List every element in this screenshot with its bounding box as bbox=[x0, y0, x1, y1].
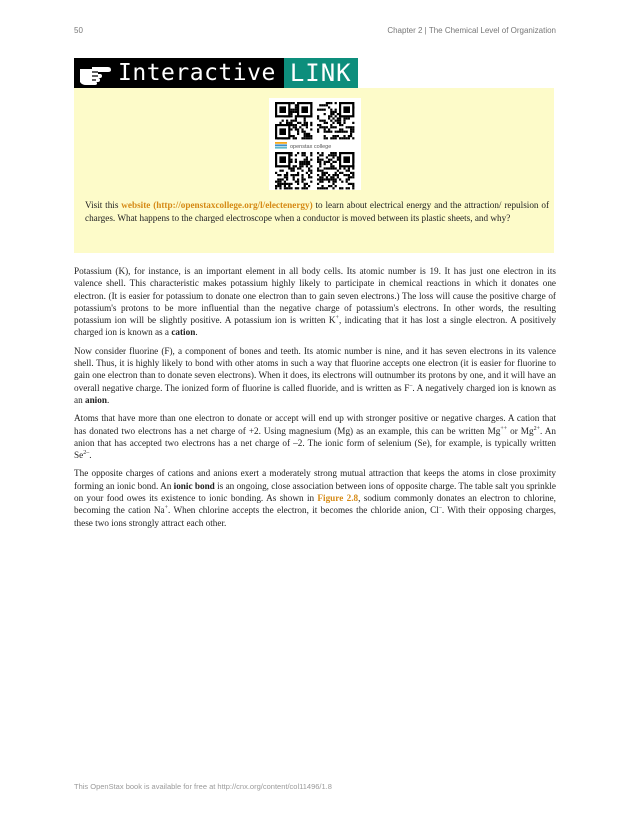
banner-link-section bbox=[284, 58, 358, 88]
website-link[interactable]: website (http://openstaxcollege.org/l/electenergy) bbox=[121, 200, 313, 210]
page-number: 50 bbox=[74, 26, 83, 35]
interactive-link-banner bbox=[74, 58, 358, 88]
banner-word-link: LINK bbox=[289, 59, 352, 87]
footer-availability-note: This OpenStax book is available for free at http://cnx.org/content/col11496/1.8 bbox=[74, 782, 332, 791]
pointing-hand-icon bbox=[78, 60, 112, 86]
term-cation: cation bbox=[171, 327, 196, 338]
interactive-link-box bbox=[74, 88, 554, 253]
paragraph-potassium: Potassium (K), for instance, is an important element in all body cells. Its atomic number is 19. It has just one electron in its valence shell. This characteristic makes potassium highly likely to participate in chemical reactions in which it donates one electron. (It is easier for potassium to donate one electron than to gain seven electrons.) The loss will cause the positive charge of potassium's protons to be more influential than the negative charge of potassium's electrons. In other words, the resulting potassium ion will be slightly positive. A potassium ion is written K+, indicating that it has lost a single electron. A positively charged ion is known as a cation. bbox=[74, 266, 556, 338]
paragraph-multiple-electrons: Atoms that have more than one electron to donate or accept will end up with stronger positive or negative charges. A cation that has donated two electrons has a net charge of +2. Using magnesium (Mg) as an example, this can be written Mg++ or $Mg^{2+}$. An anion that has accepted two electrons has a net charge of –2. The ionic form of selenium (Se), for example, is typically written $Se^{2-}$. bbox=[74, 413, 556, 461]
svg-text:openstax college: openstax college bbox=[290, 144, 332, 150]
chapter-title: Chapter 2 | The Chemical Level of Organization bbox=[387, 26, 556, 35]
paragraph-ionic-bond: The opposite charges of cations and anions exert a moderately strong mutual attraction that keeps the atoms in close proximity forming an ionic bond. An ionic bond is an ongoing, close association between ions of opposite charge. The table salt you sprinkle on your food owes its existence to ionic bonding. As shown in Figure 2.8, sodium commonly donates an electron to chlorine, becoming the cation Na+. When chlorine accepts the electron, it becomes the chloride anion, Cl–. With their opposing charges, these two ions strongly attract each other. bbox=[74, 468, 556, 528]
paragraph-fluorine: Now consider fluorine (F), a component of bones and teeth. Its atomic number is nine, and it has seven electrons in its valence shell. Thus, it is highly likely to bond with other atoms in such a way that fluorine accepts one electron (it is easier for fluorine to gain one electron than to donate seven electrons). When it does, its electrons will outnumber its protons by one, and it will have an overall negative charge. The ionized form of fluorine is called fluoride, and is written as F–. A negatively charged ion is known as an anion. bbox=[74, 345, 556, 405]
body-text bbox=[74, 265, 556, 535]
figure-2-8-link[interactable]: Figure 2.8 bbox=[317, 493, 359, 504]
qr-code[interactable] bbox=[269, 98, 361, 190]
banner-interactive-section bbox=[74, 58, 284, 88]
banner-word-interactive: Interactive bbox=[118, 60, 276, 86]
term-ionic-bond: ionic bond bbox=[173, 480, 215, 491]
qr-code-icon bbox=[269, 98, 361, 190]
term-anion: anion bbox=[84, 394, 107, 405]
link-box-text: Visit this website (http://openstaxcollege.org/l/electenergy) to learn about electrical energy and the attraction/ repulsion of charges. What happens to the charged electroscope when a conductor is moved between its plastic sheets, and why? bbox=[85, 200, 549, 223]
